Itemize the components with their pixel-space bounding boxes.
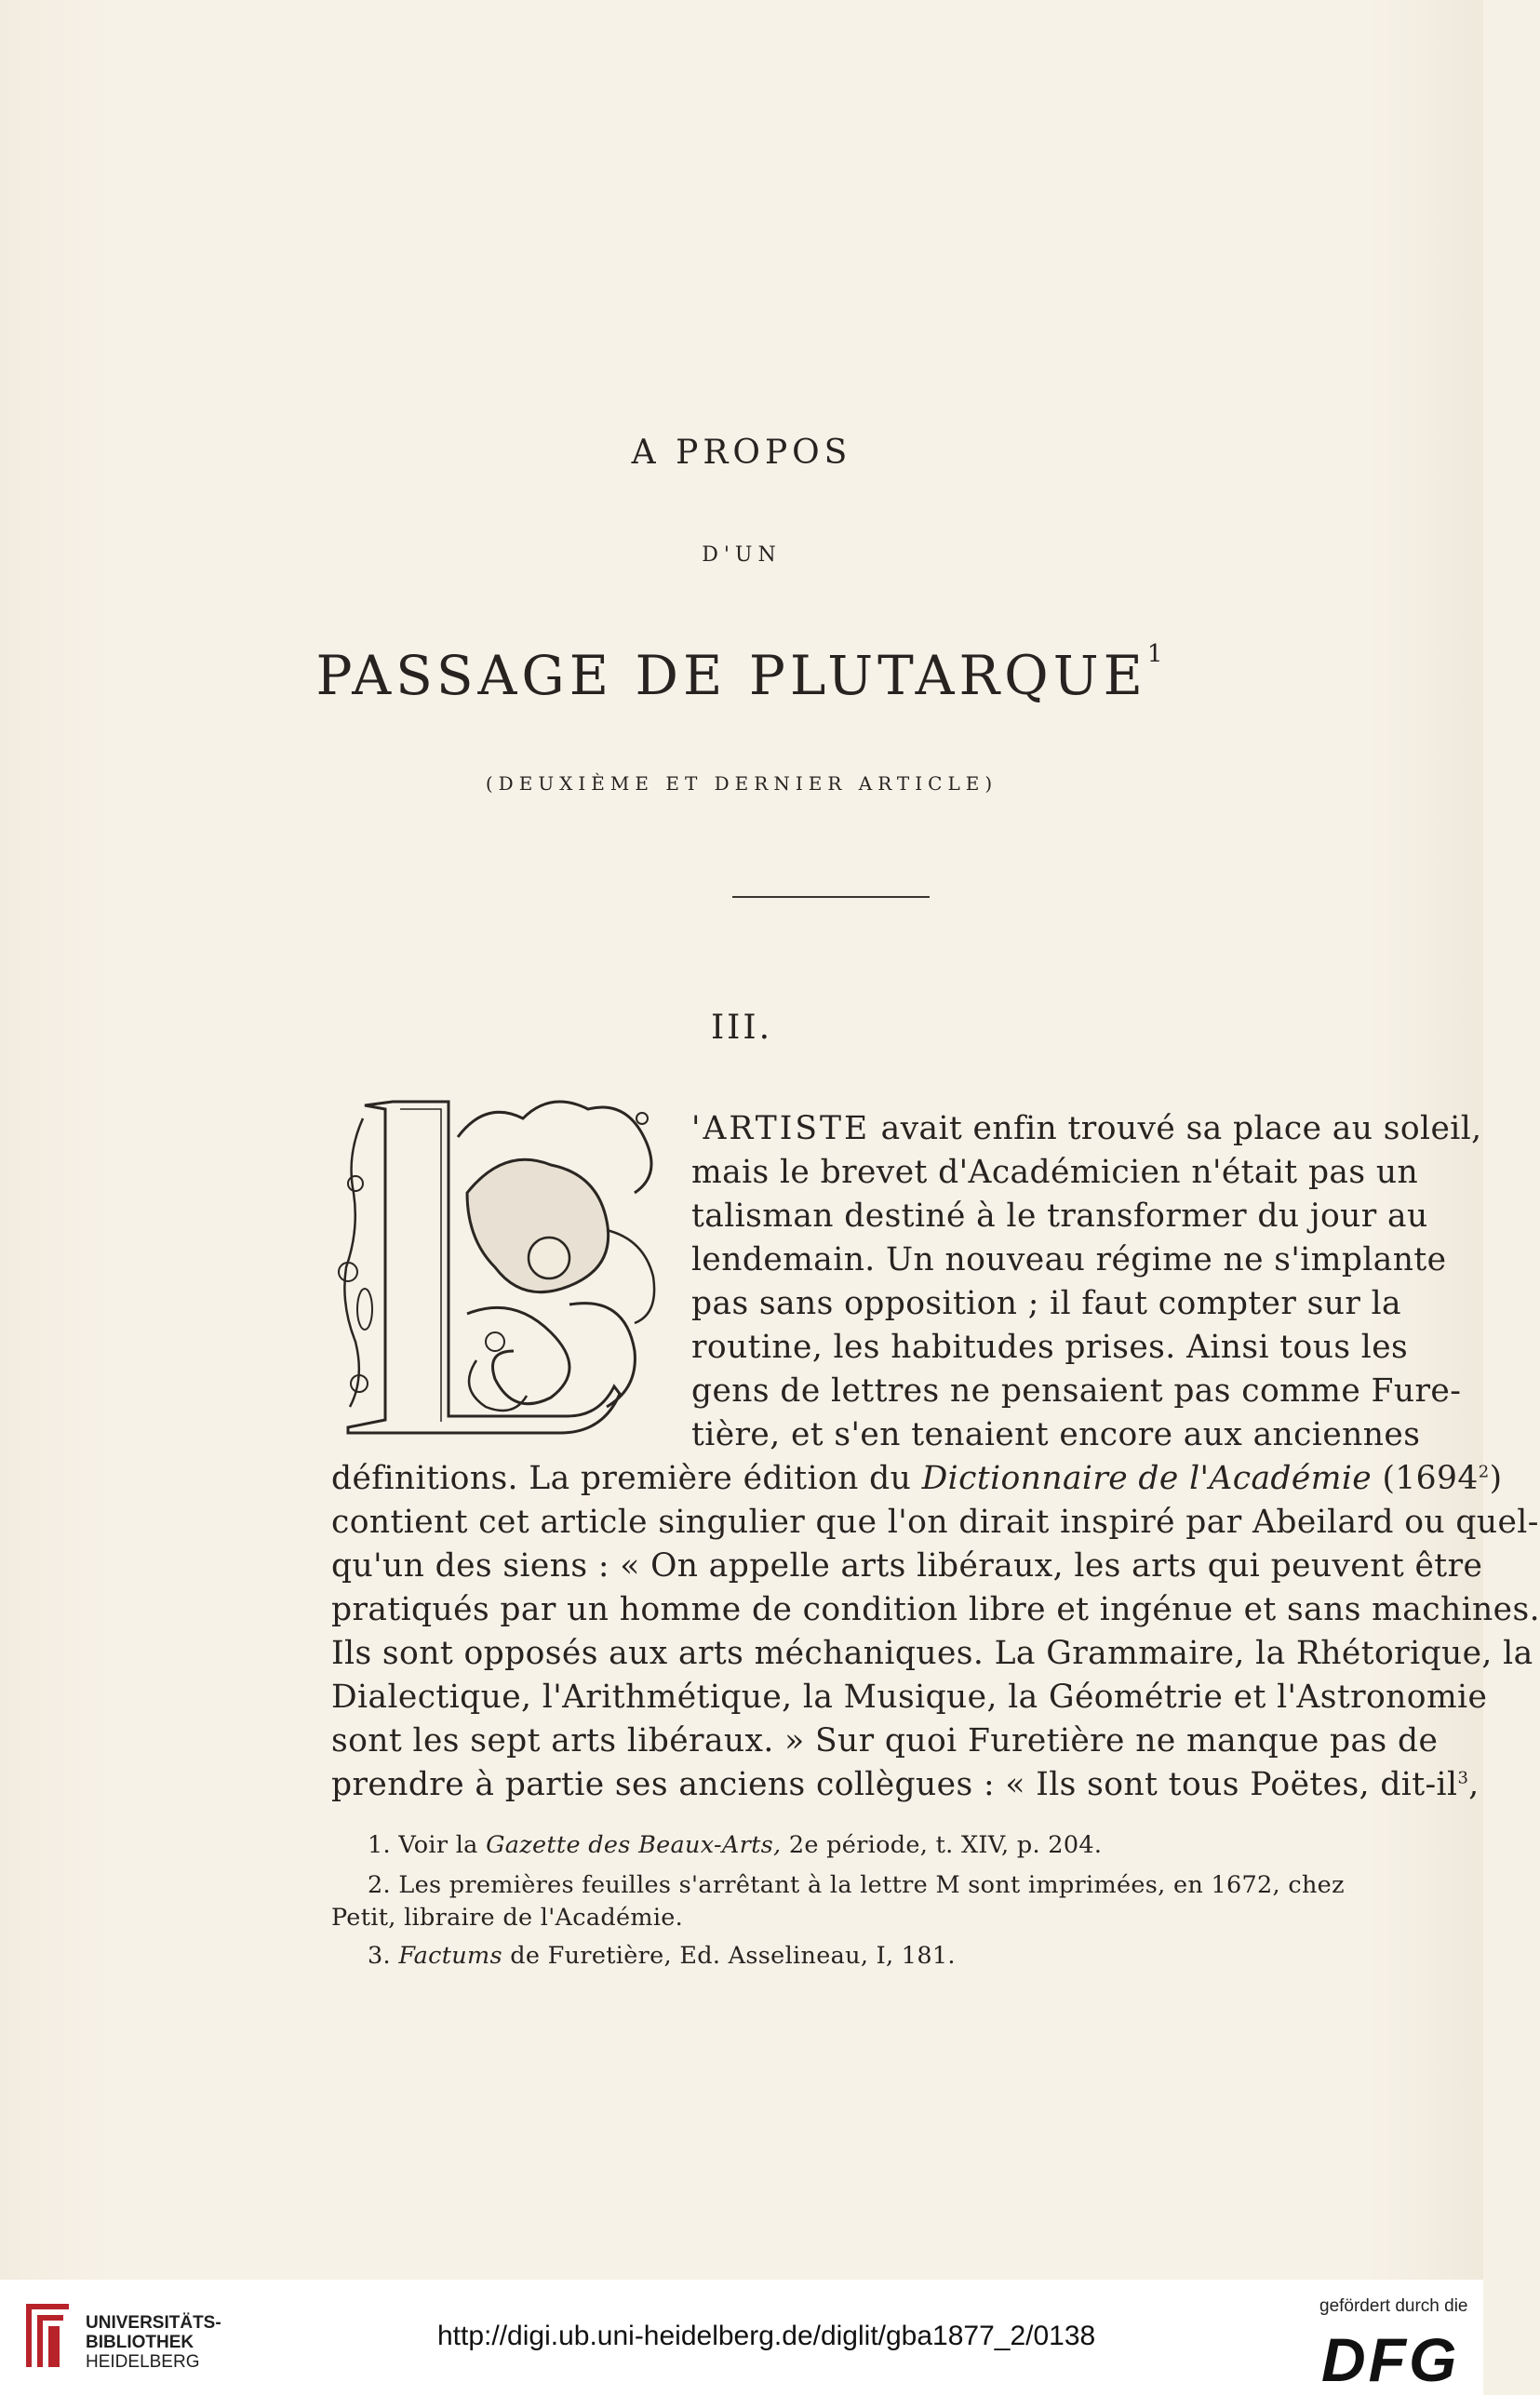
- library-name: [86, 2313, 221, 2372]
- footnote-1-italic: Gazette des Beaux-Arts,: [486, 1831, 782, 1859]
- library-name-line-2: BIBLIOTHEK: [86, 2333, 194, 2352]
- library-logo-icon: [19, 2296, 76, 2375]
- footnote-ref-3: 3: [1457, 1768, 1469, 1788]
- article-title-text: PASSAGE DE PLUTARQUE: [315, 644, 1147, 707]
- title-divider: [732, 896, 930, 898]
- body-line-16-text: prendre à partie ses anciens collègues : « Ils sont tous Poëtes, dit-il: [331, 1766, 1458, 1803]
- body-line-5: pas sans opposition ; il faut compter sur la: [691, 1285, 1402, 1322]
- body-line-10: contient cet article singulier que l'on dirait inspiré par Abeilard ou quel-: [331, 1504, 1539, 1541]
- funding-note: gefördert durch die: [1319, 2296, 1468, 2316]
- footnote-3-a: 3.: [368, 1942, 399, 1970]
- body-line-16: [331, 1766, 1480, 1803]
- body-line-3: talisman destiné à le transformer du jour au: [691, 1198, 1428, 1235]
- article-title: [0, 640, 1483, 707]
- body-line-15: sont les sept arts libéraux. » Sur quoi Furetière ne manque pas de: [331, 1722, 1439, 1759]
- title-footnote-ref: 1: [1146, 640, 1168, 668]
- heading-dun: D'UN: [702, 543, 782, 567]
- footnote-3-b: de Furetière, Ed. Asselineau, I, 181.: [502, 1942, 956, 1970]
- footnote-3: [368, 1942, 956, 1970]
- footnote-ref-2: 2: [1478, 1462, 1490, 1482]
- body-line-2: mais le brevet d'Académicien n'était pas un: [691, 1154, 1419, 1191]
- ornamental-initial-L: [328, 1081, 670, 1440]
- body-line-13: Ils sont opposés aux arts méchaniques. La Grammaire, la Rhétorique, la: [331, 1635, 1533, 1672]
- body-line-1-text: avait enfin trouvé sa place au soleil,: [880, 1110, 1482, 1147]
- body-line-8: tière, et s'en tenaient encore aux anciennes: [691, 1416, 1421, 1453]
- body-line-9-c: ): [1489, 1460, 1503, 1497]
- footnote-2-line-1: 2. Les premières feuilles s'arrêtant à la lettre M sont imprimées, en 1672, chez: [368, 1871, 1345, 1899]
- body-line-9: [331, 1460, 1503, 1497]
- body-line-14: Dialectique, l'Arithmétique, la Musique, la Géométrie et l'Astronomie: [331, 1679, 1488, 1716]
- first-word: 'ARTISTE: [691, 1110, 871, 1147]
- body-line-4: lendemain. Un nouveau régime ne s'implante: [691, 1241, 1447, 1278]
- permalink-url[interactable]: http://digi.ub.uni-heidelberg.de/diglit/gba1877_2/0138: [437, 2321, 1096, 2351]
- dfg-logo: DFG: [1321, 2325, 1460, 2394]
- body-line-12: pratiqués par un homme de condition libre et ingénue et sans machines.: [331, 1591, 1540, 1628]
- footnote-1: [368, 1831, 1102, 1859]
- body-line-9-b: (1694: [1372, 1460, 1479, 1497]
- body-line-6: routine, les habitudes prises. Ainsi tous les: [691, 1329, 1409, 1366]
- body-line-11: qu'un des siens : « On appelle arts libéraux, les arts qui peuvent être: [331, 1547, 1483, 1585]
- library-name-line-3: HEIDELBERG: [86, 2352, 200, 2372]
- section-number: III.: [710, 1009, 773, 1047]
- footnote-1-a: 1. Voir la: [368, 1831, 487, 1859]
- library-name-line-1: UNIVERSITÄTS-: [86, 2313, 221, 2333]
- body-line-16-tail: ,: [1468, 1766, 1480, 1803]
- footnote-3-italic: Factums: [398, 1942, 502, 1970]
- heading-a-propos: A PROPOS: [631, 434, 852, 472]
- footnote-1-b: 2e période, t. XIV, p. 204.: [781, 1831, 1103, 1859]
- footnote-2-line-2: Petit, libraire de l'Académie.: [331, 1904, 684, 1932]
- article-subtitle: (DEUXIÈME ET DERNIER ARTICLE): [485, 772, 998, 795]
- body-line-7: gens de lettres ne pensaient pas comme Fure-: [691, 1372, 1462, 1410]
- dictionary-title: Dictionnaire de l'Académie: [921, 1460, 1373, 1497]
- body-line-1: [691, 1110, 1482, 1147]
- body-line-9-a: définitions. La première édition du: [331, 1460, 922, 1497]
